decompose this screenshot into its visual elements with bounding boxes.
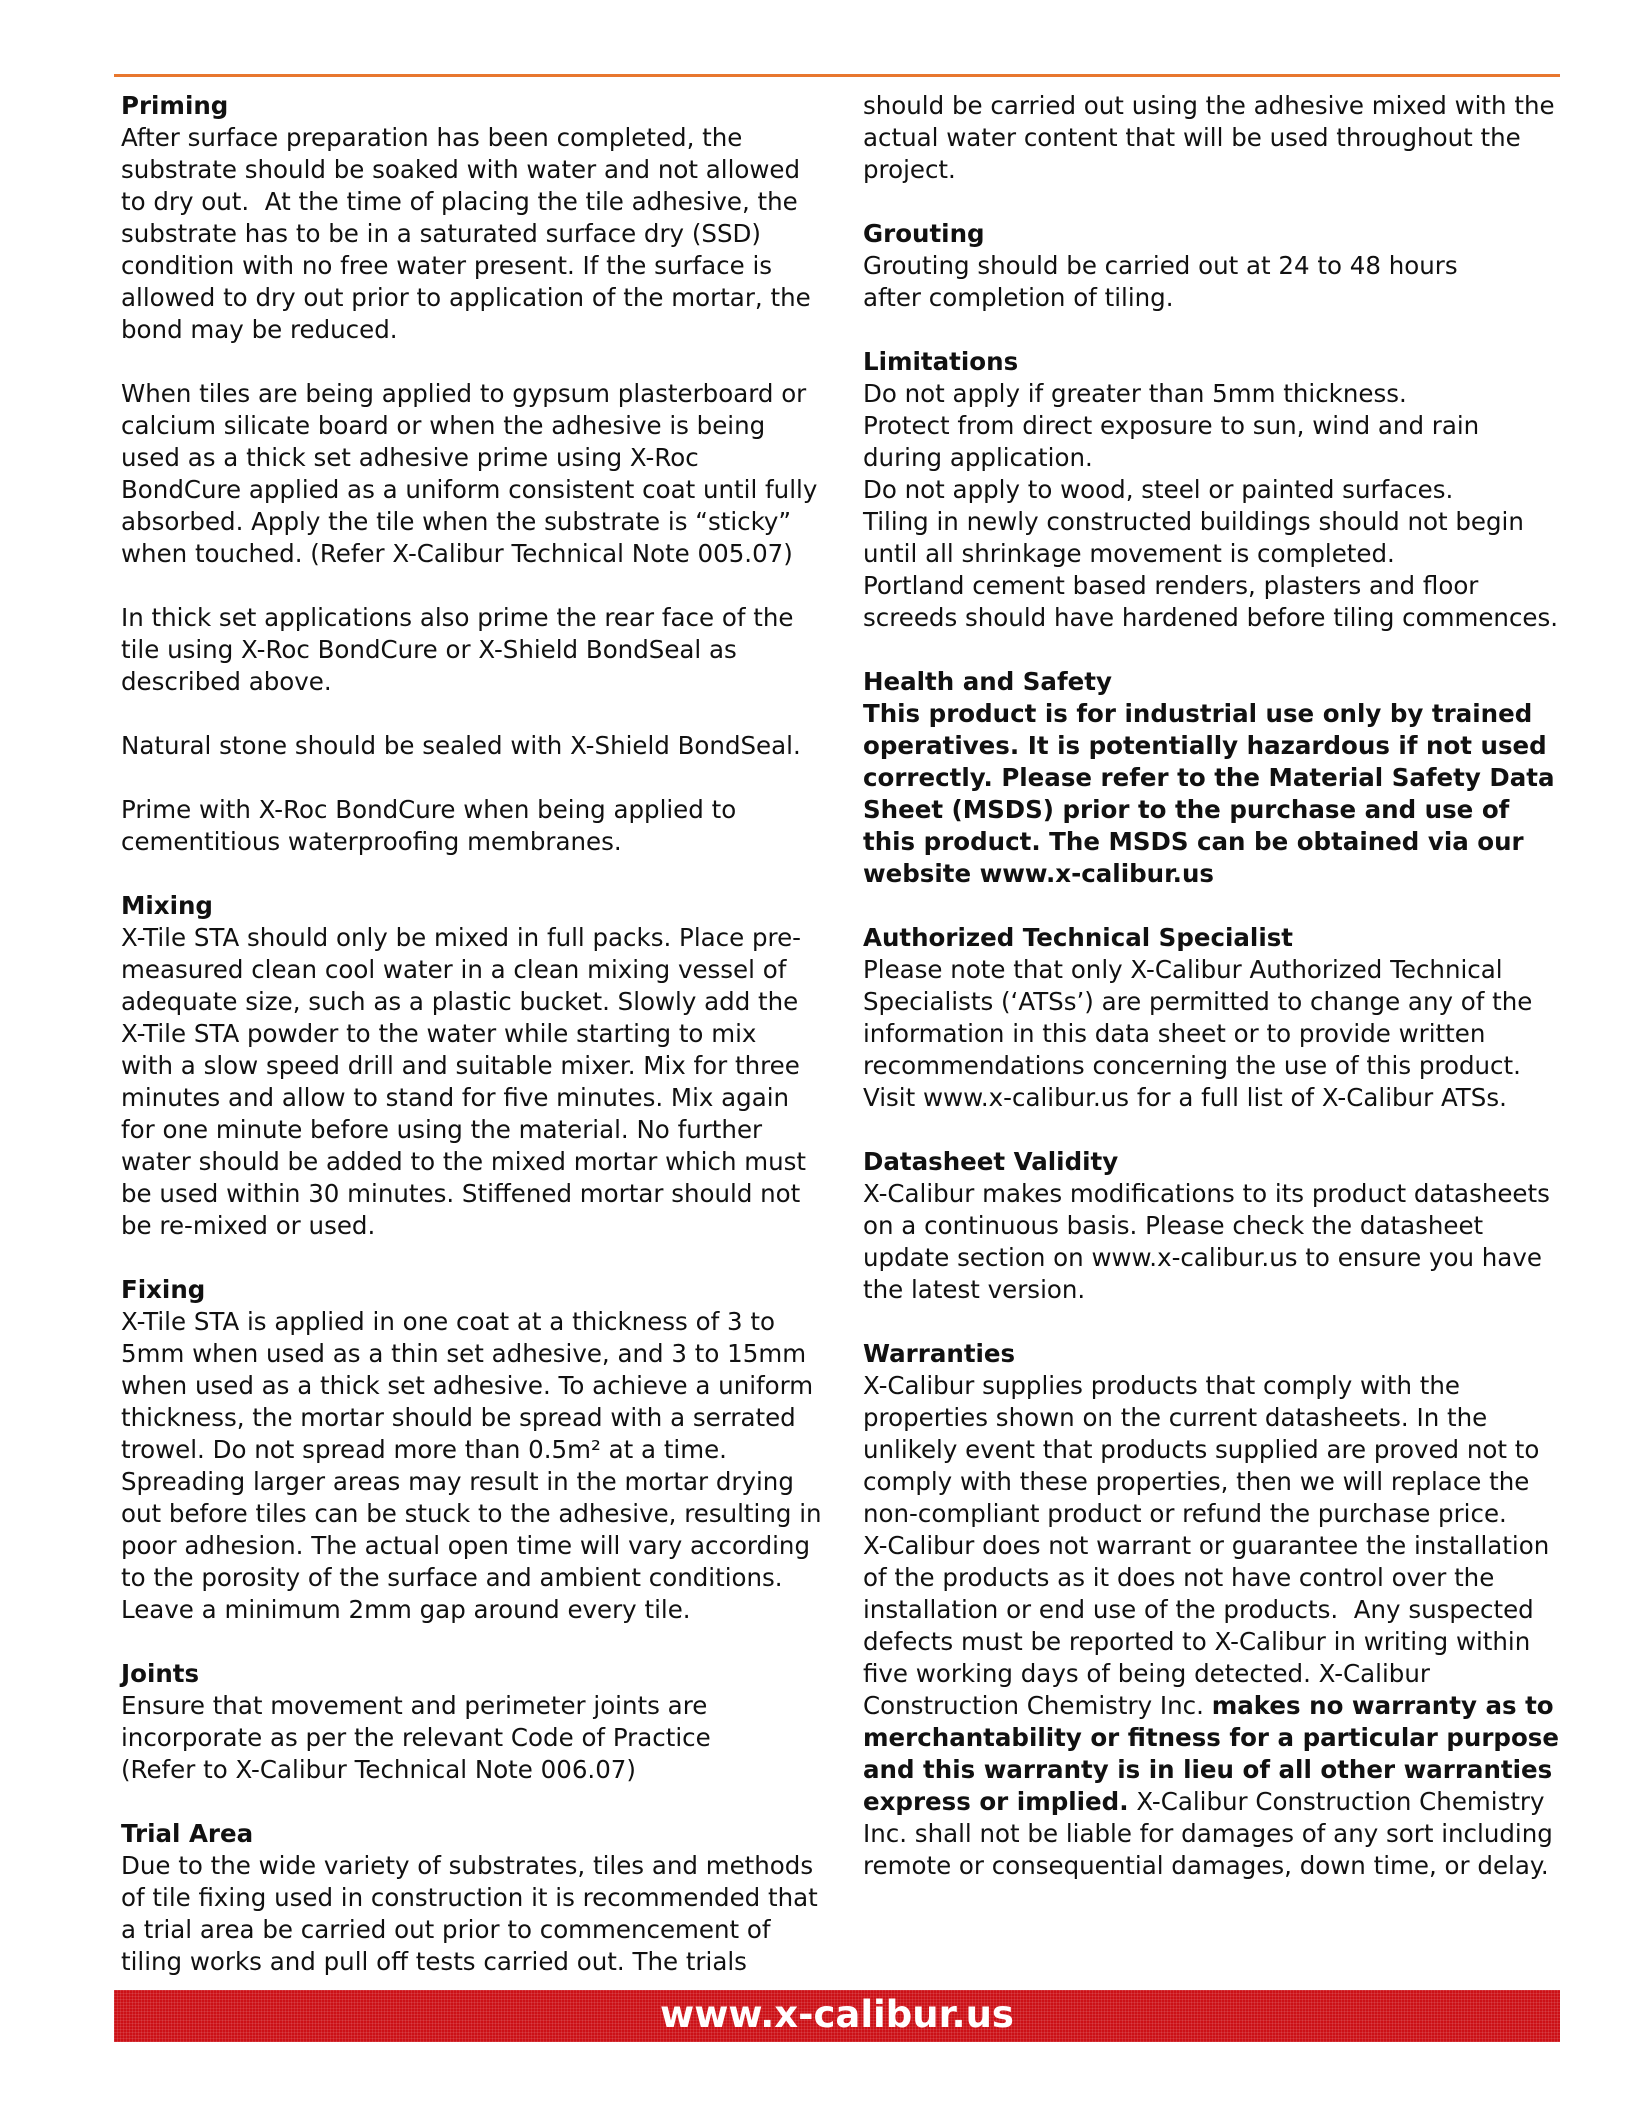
text-line: to the porosity of the surface and ambient conditions. (121, 1563, 783, 1592)
priming-paragraph-1 (121, 122, 811, 346)
text-line: Do not apply if greater than 5mm thickness. (863, 379, 1407, 408)
text-line: merchantability or fitness for a particular purpose (863, 1723, 1559, 1752)
text-line: calcium silicate board or when the adhesive is being (121, 411, 766, 440)
trial-area-heading: Trial Area (121, 1819, 254, 1848)
section-authorized-technical-specialist (863, 922, 1563, 1114)
section-health-safety (863, 666, 1563, 890)
text-line: Natural stone should be sealed with X-Shield BondSeal. (121, 731, 801, 760)
bold-text-span: makes no warranty as to (1211, 1691, 1554, 1720)
fixing-heading: Fixing (121, 1275, 206, 1304)
text-line: thickness, the mortar should be spread with a serrated (121, 1403, 796, 1432)
text-line: on a continuous basis. Please check the datasheet (863, 1211, 1484, 1240)
section-trial-area (121, 1818, 818, 1978)
text-line: remote or consequential damages, down time, or delay. (863, 1851, 1549, 1880)
text-line: project. (863, 155, 956, 184)
text-line: to dry out. At the time of placing the tile adhesive, the (121, 187, 798, 216)
text-line: Portland cement based renders, plasters and floor (863, 571, 1479, 600)
section-joints (121, 1658, 801, 1786)
text-line: five working days of being detected. X-Calibur (863, 1659, 1430, 1688)
text-line: adequate size, such as a plastic bucket. Slowly add the (121, 987, 799, 1016)
text-line: out before tiles can be stuck to the adhesive, resulting in (121, 1499, 822, 1528)
text-line: trowel. Do not spread more than 0.5m² at a time. (121, 1435, 727, 1464)
text-line: should be carried out using the adhesive mixed with the (863, 91, 1555, 120)
section-priming (121, 90, 818, 858)
text-line: X-Tile STA should only be mixed in full packs. Place pre- (121, 923, 801, 952)
text-line: When tiles are being applied to gypsum plasterboard or (121, 379, 807, 408)
text-line: during application. (863, 443, 1093, 472)
text-line: information in this data sheet or to provide written (863, 1019, 1486, 1048)
text-line: condition with no free water present. If the surface is (121, 251, 773, 280)
text-line: X-Calibur supplies products that comply with the (863, 1371, 1460, 1400)
text-line-mixed (863, 1690, 1563, 1722)
text-line: with a slow speed drill and suitable mixer. Mix for three (121, 1051, 800, 1080)
text-line: Spreading larger areas may result in the mortar drying (121, 1467, 794, 1496)
text-line-mixed (863, 1786, 1563, 1818)
text-line: website www.x-calibur.us (863, 859, 1214, 888)
text-line: operatives. It is potentially hazardous if not used (863, 731, 1547, 760)
text-line: In thick set applications also prime the rear face of the (121, 603, 794, 632)
right-column (863, 90, 1563, 1914)
warranties-heading: Warranties (863, 1339, 1016, 1368)
text-span: X-Calibur Construction Chemistry (1128, 1787, 1545, 1816)
priming-heading: Priming (121, 91, 229, 120)
text-line: absorbed. Apply the tile when the substrate is “sticky” (121, 507, 792, 536)
text-line: and this warranty is in lieu of all other warranties (863, 1755, 1553, 1784)
section-datasheet-validity (863, 1146, 1563, 1306)
joints-heading: Joints (121, 1659, 200, 1688)
text-line: Tiling in newly constructed buildings should not begin (863, 507, 1524, 536)
text-line: minutes and allow to stand for five minutes. Mix again (121, 1083, 790, 1112)
text-span: Construction Chemistry Inc. (863, 1691, 1212, 1720)
ats-heading: Authorized Technical Specialist (863, 923, 1294, 952)
text-line: Prime with X-Roc BondCure when being applied to (121, 795, 737, 824)
text-line: be re-mixed or used. (121, 1211, 376, 1240)
text-line: tiling works and pull off tests carried out. The trials (121, 1947, 747, 1976)
text-line: recommendations concerning the use of this product. (863, 1051, 1521, 1080)
text-line: when used as a thick set adhesive. To achieve a uniform (121, 1371, 814, 1400)
text-line: defects must be reported to X-Calibur in writing within (863, 1627, 1531, 1656)
text-line: Protect from direct exposure to sun, wind and rain (863, 411, 1480, 440)
text-line: comply with these properties, then we will replace the (863, 1467, 1530, 1496)
text-line: Specialists (‘ATSs’) are permitted to change any of the (863, 987, 1533, 1016)
text-line: screeds should have hardened before tiling commences. (863, 603, 1559, 632)
text-line: for one minute before using the material. No further (121, 1115, 763, 1144)
priming-paragraph-4 (121, 730, 801, 762)
text-line: Leave a minimum 2mm gap around every tile. (121, 1595, 691, 1624)
section-limitations (863, 346, 1563, 634)
text-line: Inc. shall not be liable for damages of any sort including (863, 1819, 1553, 1848)
text-line: Grouting should be carried out at 24 to 48 hours (863, 251, 1458, 280)
validity-heading: Datasheet Validity (863, 1147, 1119, 1176)
text-line: of tile fixing used in construction it is recommended that (121, 1883, 818, 1912)
text-line: cementitious waterproofing membranes. (121, 827, 622, 856)
text-line: measured clean cool water in a clean mixing vessel of (121, 955, 787, 984)
text-line: 5mm when used as a thin set adhesive, and 3 to 15mm (121, 1339, 807, 1368)
section-grouting (863, 218, 1563, 314)
text-line: Due to the wide variety of substrates, tiles and methods (121, 1851, 814, 1880)
priming-paragraph-2 (121, 378, 818, 570)
text-line: Ensure that movement and perimeter joints are (121, 1691, 708, 1720)
text-line: unlikely event that products supplied are proved not to (863, 1435, 1540, 1464)
text-line: used as a thick set adhesive prime using X-Roc (121, 443, 699, 472)
section-fixing (121, 1274, 822, 1626)
text-line: a trial area be carried out prior to commencement of (121, 1915, 771, 1944)
text-line: water should be added to the mixed mortar which must (121, 1147, 807, 1176)
footer-website-link[interactable]: www.x-calibur.us (660, 1993, 1014, 2036)
text-line: Sheet (MSDS) prior to the purchase and use of (863, 795, 1510, 824)
section-mixing (121, 890, 807, 1242)
limitations-heading: Limitations (863, 347, 1019, 376)
text-line: update section on www.x-calibur.us to ensure you have (863, 1243, 1542, 1272)
health-safety-heading: Health and Safety (863, 667, 1112, 696)
text-line: non-compliant product or refund the purchase price. (863, 1499, 1507, 1528)
text-line: incorporate as per the relevant Code of Practice (121, 1723, 711, 1752)
text-line: bond may be reduced. (121, 315, 398, 344)
text-line: After surface preparation has been completed, the (121, 123, 743, 152)
text-line: Visit www.x-calibur.us for a full list of X-Calibur ATSs. (863, 1083, 1507, 1112)
text-line: until all shrinkage movement is completed. (863, 539, 1395, 568)
priming-paragraph-3 (121, 602, 801, 698)
mixing-heading: Mixing (121, 891, 213, 920)
text-line: installation or end use of the products. Any suspected (863, 1595, 1534, 1624)
text-line: X-Tile STA powder to the water while starting to mix (121, 1019, 757, 1048)
text-line: of the products as it does not have control over the (863, 1563, 1495, 1592)
text-line: allowed to dry out prior to application of the mortar, the (121, 283, 811, 312)
text-line: substrate has to be in a saturated surface dry (SSD) (121, 219, 761, 248)
text-line: X-Tile STA is applied in one coat at a thickness of 3 to (121, 1307, 775, 1336)
text-line: properties shown on the current datasheets. In the (863, 1403, 1488, 1432)
section-trial-area-continued (863, 90, 1563, 186)
text-line: Please note that only X-Calibur Authorized Technical (863, 955, 1503, 984)
text-line: the latest version. (863, 1275, 1086, 1304)
bold-text-span: express or implied. (863, 1787, 1129, 1816)
text-line: X-Calibur does not warrant or guarantee the installation (863, 1531, 1550, 1560)
text-line: This product is for industrial use only by trained (863, 699, 1533, 728)
text-line: actual water content that will be used throughout the (863, 123, 1521, 152)
footer-banner (114, 1990, 1560, 2042)
text-line: poor adhesion. The actual open time will vary according (121, 1531, 811, 1560)
text-line: be used within 30 minutes. Stiffened mortar should not (121, 1179, 801, 1208)
text-line: described above. (121, 667, 332, 696)
text-line: correctly. Please refer to the Material Safety Data (863, 763, 1555, 792)
text-line: this product. The MSDS can be obtained via our (863, 827, 1524, 856)
top-divider-rule (114, 74, 1560, 77)
text-line: (Refer to X-Calibur Technical Note 006.07) (121, 1755, 636, 1784)
text-line: when touched. (Refer X-Calibur Technical Note 005.07) (121, 539, 793, 568)
text-line: X-Calibur makes modifications to its product datasheets (863, 1179, 1550, 1208)
text-line: substrate should be soaked with water and not allowed (121, 155, 801, 184)
section-warranties (863, 1338, 1563, 1882)
priming-paragraph-5 (121, 794, 801, 858)
text-line: BondCure applied as a uniform consistent coat until fully (121, 475, 818, 504)
text-line: after completion of tiling. (863, 283, 1174, 312)
left-column (121, 90, 822, 2010)
text-line: Do not apply to wood, steel or painted surfaces. (863, 475, 1454, 504)
grouting-heading: Grouting (863, 219, 985, 248)
text-line: tile using X-Roc BondCure or X-Shield BondSeal as (121, 635, 737, 664)
